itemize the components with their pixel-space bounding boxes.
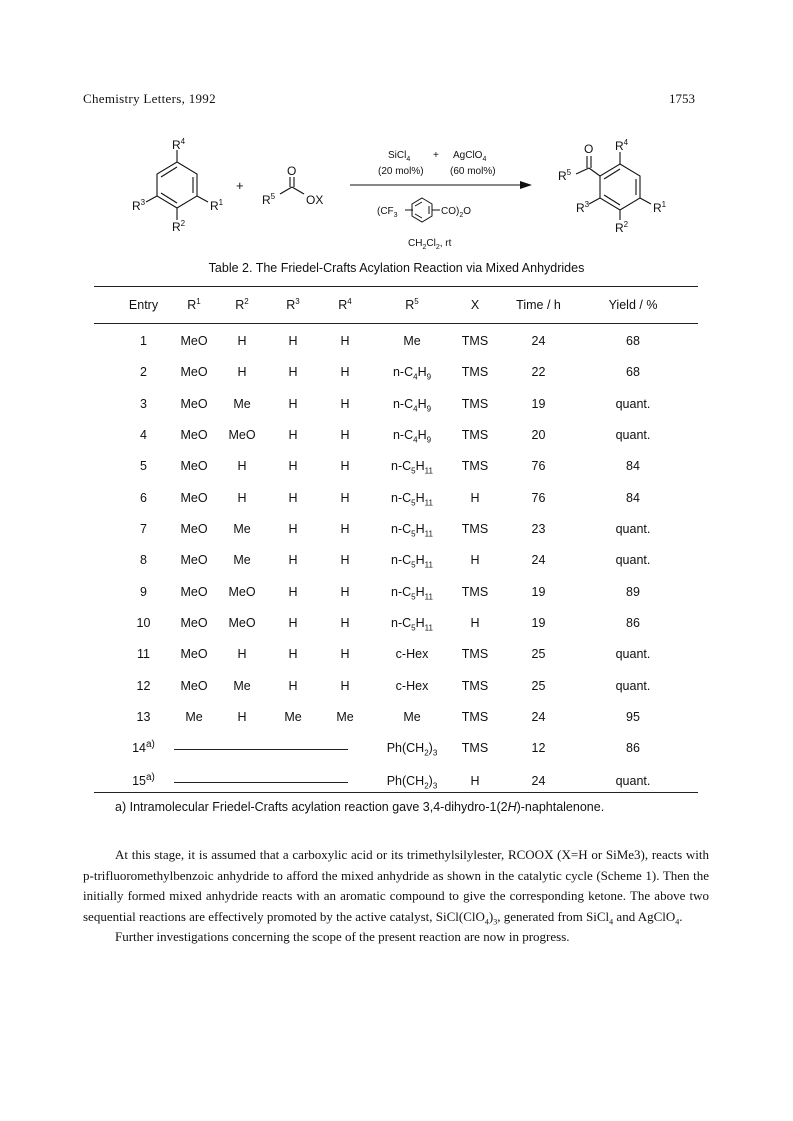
cell-r4: H (340, 397, 350, 411)
table-row (94, 518, 698, 540)
cell-r3: H (288, 428, 298, 442)
cell-x: TMS (461, 365, 489, 379)
table-footnote (115, 800, 604, 814)
cell-time: 24 (531, 710, 546, 724)
journal-header: Chemistry Letters, 1992 (83, 91, 216, 106)
cell-r3: H (288, 679, 298, 693)
reaction-scheme (120, 132, 710, 257)
cell-entry: 11 (137, 647, 150, 661)
paragraph: Further investigations concerning the scope of the present reaction are now in progress. (115, 929, 570, 944)
cell-r2: H (237, 647, 247, 661)
cell-yield: quant. (615, 679, 651, 693)
catalyst-amount-1: (20 mol%) (378, 166, 424, 177)
paragraph: At this stage, it is assumed that a carboxylic acid or its trimethylsilylester, RCOOX (X=H or SiMe3), reacts with p-trifluoromethylbenzoic anhydride to afford the mixed anhydride as shown in the catalytic cycle (Scheme 1). Then the initially formed mixed anhydride reacts with an aromatic compound to give the corresponding ketone. The above two sequential reactions are effectively promoted by the active catalyst, $SiCl(ClO_4)_3$, generated from SiCl$_4$ and AgClO$_4$. (83, 847, 709, 927)
cell-r1: MeO (180, 491, 208, 505)
cell-entry: 5 (140, 459, 147, 473)
cell-r3: Me (284, 710, 302, 724)
cell-x: H (470, 491, 480, 505)
header-r3: $R^3$ (286, 296, 300, 312)
cell-r5: $n-C_4H_9$ (392, 397, 432, 414)
cell-r2: Me (233, 397, 251, 411)
sub-r1-label: $R^1$ (210, 198, 224, 213)
cell-r5: $n-C_5H_{11}$ (391, 459, 433, 476)
cell-r4: H (340, 616, 350, 630)
acyl-r5-label: $R^5$ (262, 192, 276, 207)
cell-entry: 13 (136, 710, 151, 724)
cell-r1: MeO (180, 365, 208, 379)
table-row (94, 549, 698, 571)
table-row (94, 361, 698, 383)
cell-x: TMS (461, 741, 489, 755)
cell-yield: quant. (615, 428, 651, 442)
cell-r2: Me (233, 679, 251, 693)
sub-r2-label: $R^2$ (172, 219, 186, 234)
cell-r3: H (288, 522, 298, 536)
cell-entry: 6 (140, 491, 147, 505)
product-r5-label: $R^5$ (558, 168, 572, 183)
cell-r1: MeO (180, 647, 208, 661)
cell-x: TMS (461, 679, 489, 693)
cell-r5: c-Hex (395, 679, 429, 693)
cell-yield: quant. (615, 553, 651, 567)
catalyst-agclo4: AgClO$_4$ (453, 150, 487, 163)
table-row (94, 770, 698, 792)
table-row (94, 424, 698, 446)
header-r4: $R^4$ (338, 296, 352, 312)
cell-r4: H (340, 553, 350, 567)
header-r5: $R^5$ (405, 296, 419, 312)
page-number: 1753 (669, 91, 695, 106)
table-row (94, 455, 698, 477)
cell-r2: H (237, 710, 247, 724)
cell-r1: MeO (180, 397, 208, 411)
cell-yield: 86 (626, 741, 640, 755)
cell-time: 76 (531, 491, 546, 505)
anhydride-right: $CO)_2O$ (441, 206, 472, 219)
cell-time: 19 (531, 397, 546, 411)
product-r1-label: $R^1$ (653, 200, 667, 215)
cell-r3: H (288, 647, 298, 661)
cell-r5: Me (403, 334, 421, 348)
footnote-text: Intramolecular Friedel-Crafts acylation reaction gave 3,4-dihydro-1(2H)-naphtalenone. (129, 800, 605, 814)
cell-entry: 1 (140, 334, 147, 348)
cell-r1: MeO (180, 553, 208, 567)
acyl-oxygen: O (287, 164, 297, 178)
table-body (94, 330, 698, 792)
acyl-component (280, 177, 304, 194)
cell-r1: MeO (180, 616, 208, 630)
cell-entry: 2 (140, 365, 147, 379)
cell-r5: Me (403, 710, 421, 724)
cell-time: 20 (531, 428, 546, 442)
body-text (83, 845, 709, 948)
cell-entry: 12 (136, 679, 151, 693)
cell-yield: 84 (626, 459, 640, 473)
table-row (94, 706, 698, 728)
cell-time: 25 (531, 679, 546, 693)
cell-r3: H (288, 397, 298, 411)
table-caption: Table 2. The Friedel-Crafts Acylation Reaction via Mixed Anhydrides (208, 261, 585, 275)
cell-yield: quant. (615, 522, 651, 536)
header-x: X (470, 298, 480, 312)
cell-r3: H (288, 616, 298, 630)
cell-entry: 4 (140, 428, 147, 442)
footnote-mark: a) (115, 800, 127, 814)
cell-yield: 68 (626, 365, 640, 379)
cell-yield: 89 (626, 585, 640, 599)
cell-time: 24 (531, 334, 546, 348)
cell-x: TMS (461, 428, 489, 442)
reaction-arrowhead (520, 181, 532, 189)
cell-r3: H (288, 334, 298, 348)
cell-time: 76 (531, 459, 546, 473)
cell-yield: 84 (626, 491, 640, 505)
table-row (94, 737, 698, 759)
same-as-above-line (174, 749, 348, 750)
cell-time: 25 (531, 647, 546, 661)
table-row (94, 612, 698, 634)
cell-r4: Me (336, 710, 354, 724)
cell-r5: $n-C_5H_{11}$ (391, 553, 433, 570)
same-as-above-line (174, 782, 348, 783)
cell-r4: H (340, 428, 350, 442)
header-r2: $R^2$ (235, 296, 249, 312)
cell-r5: $n-C_4H_9$ (392, 428, 432, 445)
cell-yield: 86 (626, 616, 640, 630)
cell-r5: $n-C_4H_9$ (392, 365, 432, 382)
header-r1: $R^1$ (187, 296, 201, 312)
catalyst-sicl4: SiCl$_4$ (388, 150, 411, 163)
cell-x: H (470, 616, 480, 630)
cell-yield: 68 (626, 334, 640, 348)
table-row (94, 393, 698, 415)
anhydride-left: ($CF_3$ (377, 206, 398, 219)
cell-r2: MeO (228, 428, 256, 442)
cell-r4: H (340, 491, 350, 505)
cell-r3: H (288, 553, 298, 567)
cell-r4: H (340, 365, 350, 379)
cell-x: TMS (461, 334, 489, 348)
cell-r1: MeO (180, 459, 208, 473)
table-bottom-rule (94, 792, 698, 793)
cell-x: TMS (461, 585, 489, 599)
cell-r1: MeO (180, 585, 208, 599)
cell-time: 22 (531, 365, 546, 379)
cell-r4: H (340, 522, 350, 536)
cell-r5: c-Hex (395, 647, 429, 661)
cell-x: TMS (461, 647, 489, 661)
catalyst-amount-2: (60 mol%) (450, 166, 496, 177)
table-row (94, 330, 698, 352)
cell-r1: Me (185, 710, 203, 724)
cell-r2: Me (233, 522, 251, 536)
cell-r2: H (237, 491, 247, 505)
conditions-plus: + (433, 150, 439, 161)
cell-r5: $n-C_5H_{11}$ (391, 522, 433, 539)
cell-r3: H (288, 585, 298, 599)
solvent-label: $CH_2Cl_2$, rt (408, 238, 452, 251)
cell-r1: MeO (180, 522, 208, 536)
cell-entry: 10 (136, 616, 151, 630)
cell-r2: H (237, 459, 247, 473)
cell-entry: 7 (140, 522, 147, 536)
cell-r5: $Ph(CH_2)_3$ (386, 741, 438, 758)
cell-r4: H (340, 647, 350, 661)
table-row (94, 581, 698, 603)
cell-r5: $Ph(CH_2)_3$ (386, 774, 438, 791)
cell-r5: $n-C_5H_{11}$ (391, 491, 433, 508)
cell-entry: 14$^{a)}$ (132, 738, 155, 755)
cell-entry: 3 (140, 397, 147, 411)
cell-x: H (470, 553, 480, 567)
cell-x: TMS (461, 459, 489, 473)
cell-r4: H (340, 334, 350, 348)
cell-r4: H (340, 585, 350, 599)
cell-r5: $n-C_5H_{11}$ (391, 616, 433, 633)
cell-x: TMS (461, 397, 489, 411)
cell-entry: 8 (140, 553, 147, 567)
cell-r2: MeO (228, 585, 256, 599)
cell-r4: H (340, 679, 350, 693)
table-row (94, 643, 698, 665)
table-header-rule (94, 323, 698, 324)
cell-r1: MeO (180, 334, 208, 348)
cell-entry: 15$^{a)}$ (132, 771, 155, 788)
sub-r3-label: $R^3$ (132, 198, 146, 213)
table-top-rule (94, 286, 698, 287)
cell-time: 23 (531, 522, 546, 536)
table-header-row (94, 298, 698, 322)
cell-x: H (470, 774, 480, 788)
acyl-ox-label: OX (306, 193, 324, 207)
product-r2-label: $R^2$ (615, 220, 629, 235)
cell-x: TMS (461, 710, 489, 724)
cell-time: 24 (531, 774, 546, 788)
plus-sign: + (236, 178, 244, 193)
cell-r3: H (288, 459, 298, 473)
sub-r4-label: $R^4$ (172, 137, 186, 152)
header-entry: Entry (128, 298, 159, 312)
cell-r2: Me (233, 553, 251, 567)
anhydride-ring (405, 198, 440, 222)
header-yield: Yield / % (608, 298, 658, 312)
table-row (94, 487, 698, 509)
cell-yield: 95 (626, 710, 640, 724)
cell-r2: MeO (228, 616, 256, 630)
table-row (94, 675, 698, 697)
cell-entry: 9 (140, 585, 147, 599)
cell-r5: $n-C_5H_{11}$ (391, 585, 433, 602)
cell-r1: MeO (180, 428, 208, 442)
cell-time: 12 (531, 741, 546, 755)
cell-r3: H (288, 365, 298, 379)
cell-r2: H (237, 365, 247, 379)
cell-r3: H (288, 491, 298, 505)
product-benzene-ring (576, 152, 651, 220)
cell-r2: H (237, 334, 247, 348)
cell-r4: H (340, 459, 350, 473)
cell-r1: MeO (180, 679, 208, 693)
product-r4-label: $R^4$ (615, 138, 629, 153)
header-time: Time / h (516, 298, 561, 312)
cell-yield: quant. (615, 774, 651, 788)
cell-x: TMS (461, 522, 489, 536)
product-r3-label: $R^3$ (576, 200, 590, 215)
cell-time: 24 (531, 553, 546, 567)
cell-yield: quant. (615, 397, 651, 411)
cell-time: 19 (531, 616, 546, 630)
reactant-benzene-ring (146, 150, 208, 220)
product-oxygen: O (584, 142, 594, 156)
cell-yield: quant. (615, 647, 651, 661)
cell-time: 19 (531, 585, 546, 599)
